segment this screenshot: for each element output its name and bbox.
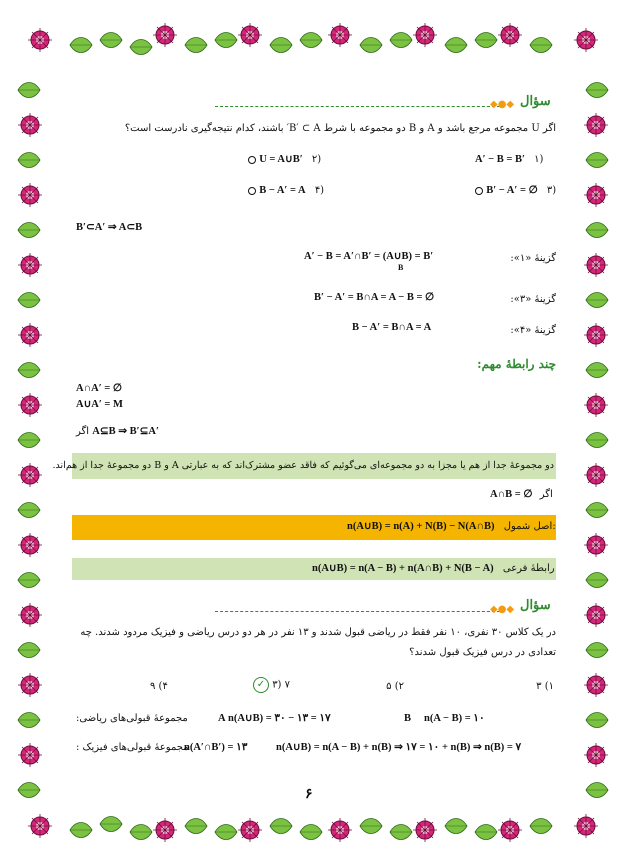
disjoint-prefix: اگر xyxy=(539,489,553,500)
q2-row2-math2: n(A∪B) = n(A − B) + n(B) ⇒ ۱۷ = ۱۰ + n(B) ⇒ n(B) = ۷ xyxy=(276,742,522,753)
q2-row2-math1: n(A′∩B′) = ۱۳ xyxy=(184,742,248,753)
q1-option-2-text: U = A∪B′ xyxy=(259,154,303,165)
q1-g1-math: A′ − B = A′∩B′ = (A∪B) = B′ xyxy=(304,251,434,262)
q1-option-3-circle-icon xyxy=(475,187,483,195)
disjoint-condition xyxy=(490,488,553,502)
sub-relation-math: n(A∪B) = n(A − B) + n(A∩B) + N(B − A) xyxy=(312,563,494,574)
q2-row1-math2: n(A − B) = ۱۰ xyxy=(424,713,485,724)
sub-relation-label: رابطهٔ فرعی xyxy=(502,563,555,574)
page-number: ۶ xyxy=(305,786,313,802)
q2-heading-rule xyxy=(215,605,500,612)
q2-heading-ornament: ◆●◆ xyxy=(490,604,515,615)
disjoint-math: A∩B = ∅ xyxy=(490,489,533,500)
q2-row2-label: مجموعهٔ قبولی‌های فیزیک : xyxy=(76,742,189,753)
q2-option-3[interactable] xyxy=(253,677,290,693)
principle-label: اصل شمول: xyxy=(503,521,556,532)
relation-1: A∩A′ = ∅ xyxy=(76,383,123,394)
q2-stem-line2: تعدادی در درس فیزیک قبول شدند؟ xyxy=(409,647,556,658)
q1-g4-label: گزینهٔ «۴»: xyxy=(510,325,556,336)
relation-3-math: A⊆B ⇒ B′⊆A′ xyxy=(92,426,159,437)
disjoint-text: دو مجموعهٔ جدا از هم یا مجزا به دو مجموعه‌ای می‌گوئیم که فاقد عضو مشترک‌اند که به عبارتی A و B دو مجموعهٔ جدا از هم‌اند. xyxy=(52,460,554,471)
principle-math: n(A∪B) = n(A) + N(B) − N(A∩B) xyxy=(347,521,495,532)
q1-g3-math: B′ − A′ = B∩A = A − B = ∅ xyxy=(314,292,435,303)
q1-option-4-circle-icon xyxy=(248,187,256,195)
q1-heading: سؤال xyxy=(520,94,551,109)
q2-option-3-check-icon: ✓ xyxy=(253,677,269,693)
q1-option-4-text: B − A′ = A xyxy=(259,185,306,196)
q1-stem: اگر U مجموعه مرجع باشد و A و B دو مجموعه با شرط B′ ⊂ A′ باشند، کدام نتیجه‌گیری نادرست است؟ xyxy=(124,123,556,134)
q2-option-3-text: ۳) ۷ xyxy=(272,679,291,691)
q2-row1-math: n(A∪B) = ۳۰ − ۱۳ = ۱۷ xyxy=(228,713,331,724)
q2-heading: سؤال xyxy=(520,598,551,613)
q1-g1-label: گزینهٔ «۱»: xyxy=(510,253,556,264)
q2-option-1[interactable]: ۱) ۳ xyxy=(536,681,554,692)
relations-title: چند رابطهٔ مهم: xyxy=(477,357,556,371)
q1-g3-label: گزینهٔ «۳»: xyxy=(510,294,556,305)
q1-option-1[interactable] xyxy=(475,153,543,167)
relation-2: A∪A′ = M xyxy=(76,399,123,410)
q1-option-2-circle-icon xyxy=(248,156,256,164)
border-top xyxy=(28,23,598,55)
q2-row1-label: مجموعهٔ قبولی‌های ریاضی: xyxy=(76,713,188,724)
q1-option-3-text: B′ − A′ = ∅ xyxy=(486,185,538,196)
q1-g4-math: B − A′ = B∩A = A xyxy=(352,322,432,333)
principle-line xyxy=(347,520,556,534)
border-right xyxy=(584,83,608,798)
q1-heading-ornament: ◆●◆ xyxy=(490,99,515,110)
border-left xyxy=(18,83,42,798)
q2-row1-b: B xyxy=(404,713,412,724)
q1-option-4-num: ۴) xyxy=(314,185,325,196)
sub-relation-line xyxy=(312,562,555,576)
q1-g1-underbrace-label: B xyxy=(398,263,404,272)
q1-option-3-num: ۳) xyxy=(546,185,557,196)
q2-option-4[interactable]: ۴) ۹ xyxy=(150,681,168,692)
q1-option-1-num: ۱) xyxy=(534,154,544,165)
relation-3-prefix: اگر xyxy=(76,426,90,437)
q2-row1-a: A xyxy=(218,713,226,724)
q1-option-3[interactable] xyxy=(475,184,556,198)
q1-heading-rule xyxy=(215,100,500,107)
q2-stem-line1: در یک کلاس ۳۰ نفری، ۱۰ نفر فقط در ریاضی قبول شدند و ۱۳ نفر در هر دو درس ریاضی و فیزیک مردود شدند. چه xyxy=(80,627,556,638)
border-bottom xyxy=(28,814,598,842)
q2-option-2[interactable]: ۲) ۵ xyxy=(386,681,404,692)
q1-option-4[interactable] xyxy=(248,184,324,198)
q1-option-2[interactable] xyxy=(248,153,321,167)
q1-option-1-text: A′ − B = B′ xyxy=(475,154,525,165)
q1-implication: B′⊂A′ ⇒ A⊂B xyxy=(76,222,143,233)
q1-option-2-num: ۲) xyxy=(311,154,322,165)
relation-3 xyxy=(76,425,159,439)
